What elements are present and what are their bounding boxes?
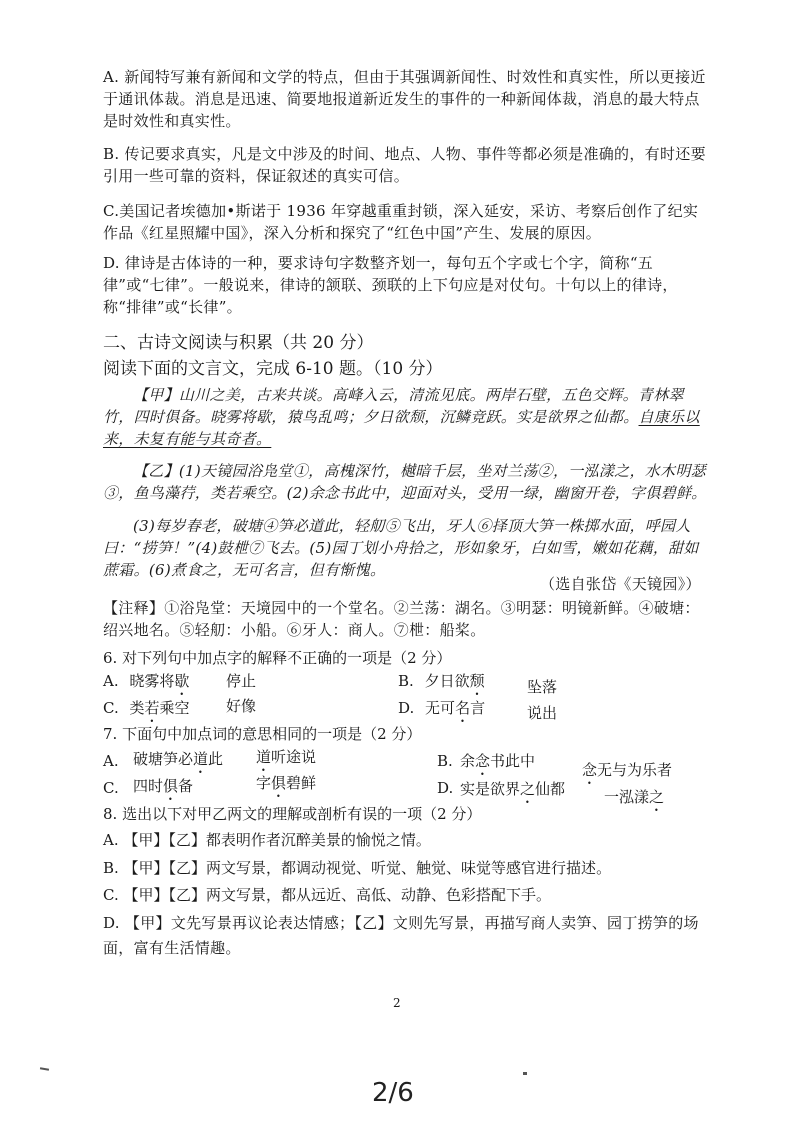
q6-b-label: B. xyxy=(398,672,414,690)
q7-d-left: 实是欲界之仙都 xyxy=(460,780,566,798)
q6-option-d[interactable]: D. 无可名言 xyxy=(398,699,486,717)
passage-jia xyxy=(103,384,707,450)
q7-option-b-label[interactable]: B. xyxy=(437,752,453,770)
passage-yi-part2: (3)每岁春老，破塘④笋必道此，轻舠⑤飞出，牙人⑥择顶大笋一株掷水面，呼园人曰：“捞笋！”(4)鼓枻⑦飞去。(5)园丁划小舟拾之，形如象牙，白如雪，嫩如花藕，甜如蔗霜。(6)煮食之，无可名言，但有惭愧。 xyxy=(103,517,699,579)
q6-option-a[interactable]: A. 晓雾将歇 xyxy=(103,672,190,690)
q6-stem: 6. 对下列句中加点字的解释不正确的一项是（2 分） xyxy=(103,649,452,667)
section-instruction: 阅读下面的文言文，完成 6-10 题。（10 分） xyxy=(103,359,443,379)
option-c-paragraph: C.美国记者埃德加•斯诺于 1936 年穿越重重封锁，深入延安，采访、考察后创作了纪实作品《红星照耀中国》，深入分析和探究了“红色中国”产生、发展的原因。 xyxy=(103,202,699,242)
scan-speck xyxy=(40,1067,49,1071)
q7-stem: 7. 下面句中加点词的意思相同的一项是（2 分） xyxy=(103,725,422,743)
passage-jia-underlined: 自康乐以来，未复有能与其奇者。 xyxy=(103,408,700,448)
q6-c-label: C. xyxy=(103,699,119,717)
q8-stem: 8. 选出以下对甲乙两文的理解或剖析有误的一项（2 分） xyxy=(103,805,482,823)
q6-c-gloss: 好像 xyxy=(226,697,257,715)
passage-yi-part1: 【乙】(1)天镜园浴凫堂①，高槐深竹，樾暗千层，坐对兰荡②，一泓漾之，水木明瑟③，鱼鸟藻荇，类若乘空。(2)余念书此中，迎面对头，受用一绿，幽窗开卷，字俱碧鲜。 xyxy=(103,462,707,502)
q7-option-a-label[interactable]: A. xyxy=(103,752,119,770)
q7-b-left: 余念书此中 xyxy=(460,752,536,770)
q7-option-d-label[interactable]: D. xyxy=(437,779,454,797)
q7-c-right: 字俱碧鲜 xyxy=(256,774,317,792)
q7-a-right: 道听途说 xyxy=(256,748,317,766)
option-b-paragraph: B. 传记要求真实，凡是文中涉及的时间、地点、人物、事件等都必须是准确的，有时还要引用一些可靠的资料，保证叙述的真实可信。 xyxy=(103,145,706,185)
scan-speck xyxy=(523,1072,527,1075)
q7-b-right: 念无与为乐者 xyxy=(582,761,673,779)
q7-option-c-label[interactable]: C. xyxy=(103,779,119,797)
q6-a-gloss: 停止 xyxy=(226,672,257,690)
passage-notes: 【注释】①浴凫堂：天境园中的一个堂名。②兰荡：湖名。③明瑟：明镜新鲜。④破塘：绍兴地名。⑤轻舠：小船。⑥牙人：商人。⑦枻：船桨。 xyxy=(103,599,700,639)
page-number: 2 xyxy=(393,996,401,1010)
q8-option-a[interactable]: A. 【甲】【乙】都表明作者沉醉美景的愉悦之情。 xyxy=(103,831,431,849)
q6-d-gloss: 说出 xyxy=(527,704,558,722)
passage-jia-text: 【甲】山川之美，古来共谈。高峰入云，清流见底。两岸石壁，五色交辉。青林翠竹，四时俱备。晓雾将歇，猿鸟乱鸣；夕日欲颓，沉鳞竞跃。实是欲界之仙都。 xyxy=(103,386,684,426)
q7-a-left: 破塘笋必道此 xyxy=(133,750,224,768)
q6-option-b[interactable]: B. 夕日欲颓 xyxy=(398,672,485,690)
q8-option-b[interactable]: B. 【甲】【乙】两文写景，都调动视觉、听觉、触觉、味觉等感官进行描述。 xyxy=(103,859,612,877)
q6-d-label: D. xyxy=(398,699,415,717)
q6-option-c[interactable]: C. 类若乘空 xyxy=(103,699,190,717)
q6-b-gloss: 坠落 xyxy=(527,678,558,696)
q6-a-label: A. xyxy=(103,672,119,690)
option-a-paragraph: A. 新闻特写兼有新闻和文学的特点，但由于其强调新闻性、时效性和真实性，所以更接近于通讯体裁。消息是迅速、简要地报道新近发生的事件的一种新闻体裁，消息的最大特点是时效性和真实性。 xyxy=(103,68,706,130)
q8-option-d[interactable]: D. 【甲】文先写景再议论表达情感；【乙】文则先写景，再描写商人卖笋、园丁捞笋的场面，富有生活情趣。 xyxy=(103,914,699,957)
passage-source: （选自张岱《天镜园》） xyxy=(540,575,701,593)
section-title: 二、古诗文阅读与积累（共 20 分） xyxy=(103,333,374,353)
q8-option-c[interactable]: C. 【甲】【乙】两文写景，都从远近、高低、动静、色彩搭配下手。 xyxy=(103,886,551,904)
q7-d-right: 一泓漾之 xyxy=(604,788,665,806)
page-indicator: 2/6 xyxy=(372,1078,414,1108)
q7-c-left: 四时俱备 xyxy=(133,777,194,795)
option-d-paragraph: D. 律诗是古体诗的一种，要求诗句字数整齐划一，每句五个字或七个字，简称“五律”或“七律”。一般说来，律诗的颔联、颈联的上下句应是对仗句。十句以上的律诗，称“排律”或“长律”。 xyxy=(103,254,678,316)
